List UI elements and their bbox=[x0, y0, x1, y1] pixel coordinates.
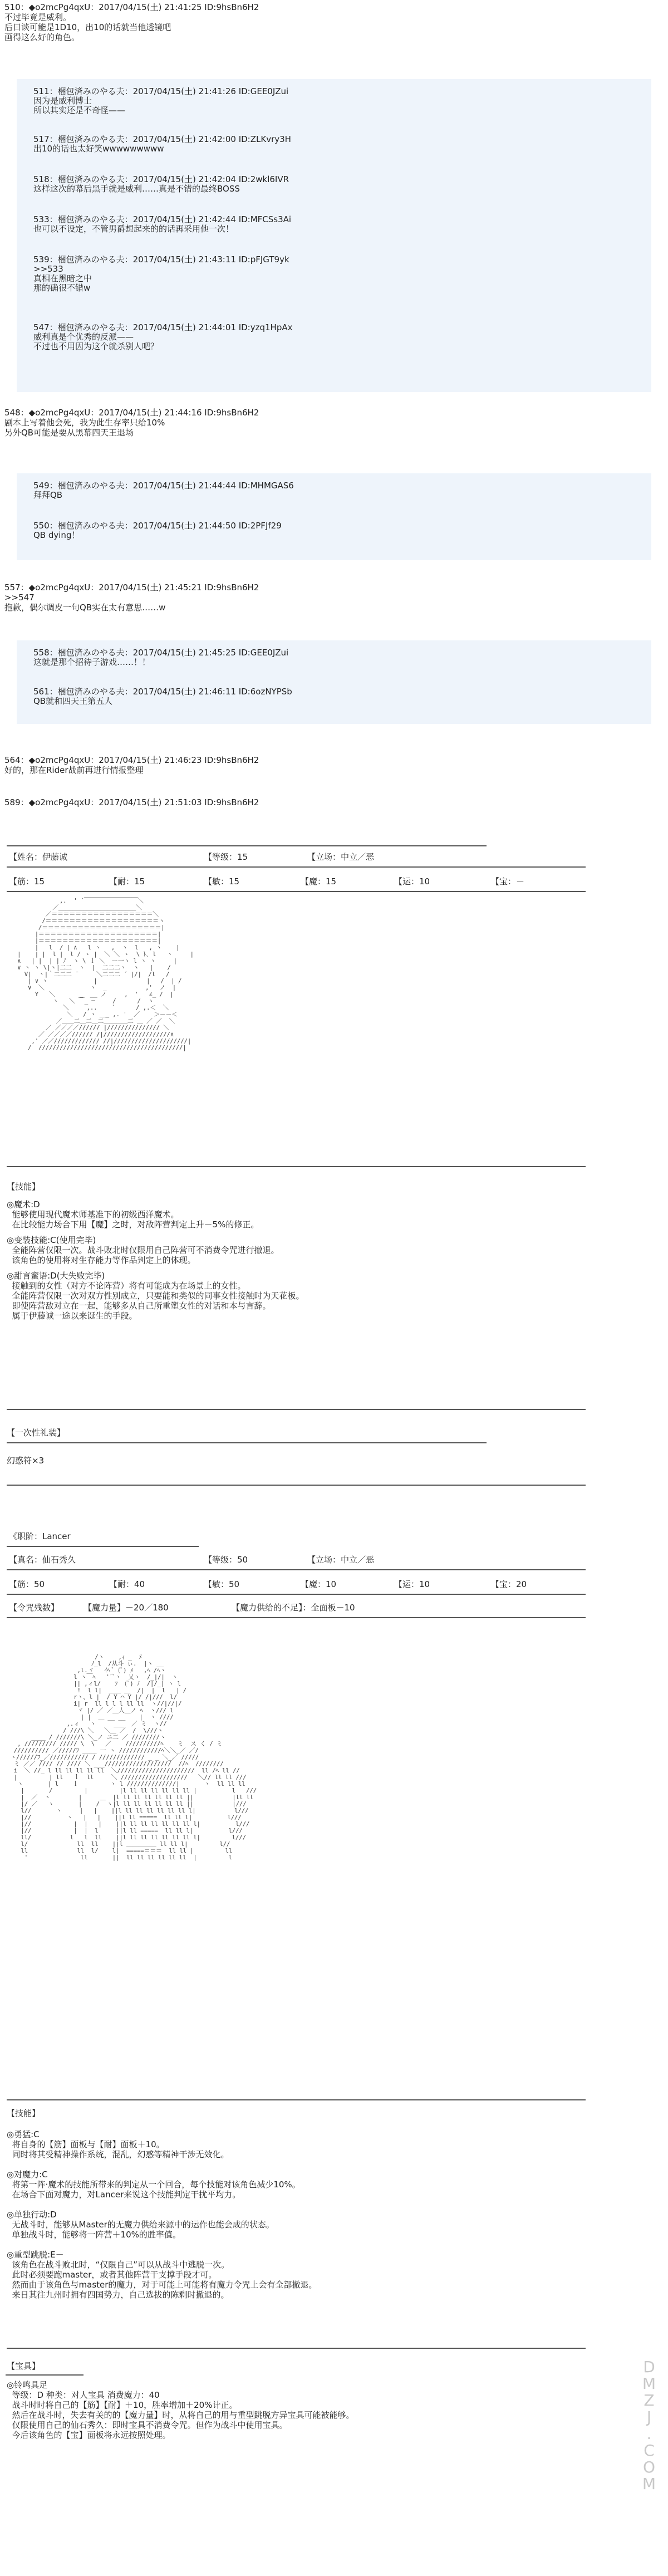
reply-line: 也可以不设定，不管男爵想起来的的话再采用他一次！ bbox=[33, 224, 234, 234]
ascii-art-line: ／＿＿二＿二＿二＿＿＿＿二 ＿ ／ ／ ＼ bbox=[7, 1017, 175, 1025]
skill-line: 属于伊藤诚一途以来诞生的手段。 bbox=[7, 1311, 137, 1321]
reply-line: 拜拜QB bbox=[33, 490, 63, 500]
stat-mag: 【魔：10 bbox=[301, 1579, 337, 1589]
reply-header: 518：梱包済みのやる夫：2017/04/15(土) 21:42:04 ID:2wkl6IVR bbox=[33, 174, 289, 184]
treasure-title: 【宝具】 bbox=[7, 2361, 41, 2371]
reply-line: 不过也不用因为这个就杀别人吧？ bbox=[33, 341, 159, 351]
skills-section-2 bbox=[7, 2108, 619, 2300]
divider bbox=[7, 1546, 199, 1547]
reply-line: QB dying！ bbox=[33, 530, 80, 540]
skill-name: ◎单独行动:D bbox=[7, 2210, 57, 2220]
skill-entry bbox=[7, 2210, 619, 2240]
reply-header: 511：梱包済みのやる夫：2017/04/15(土) 21:41:26 ID:GEE0JZui bbox=[33, 86, 289, 96]
divider bbox=[6, 2374, 84, 2376]
ascii-art-character-1 bbox=[7, 898, 194, 1051]
stat-np: 【宝：－ bbox=[491, 876, 525, 887]
ascii-art-line: ! l l| ＿＿ ＿ /| | l | / bbox=[7, 1687, 186, 1694]
ascii-art-line: / /////////////////////////////////////////| bbox=[7, 1044, 186, 1051]
post-header: 557：◆o2mcPg4qxU：2017/04/15(土) 21:45:21 ID:9hsBn6H2 bbox=[4, 582, 259, 592]
divider bbox=[7, 1166, 586, 1167]
post-589 bbox=[4, 797, 645, 807]
watermark-char: D bbox=[643, 2358, 655, 2376]
ascii-art-line: ,l.ヾ ｲﾍ ﾞ (ﾟ) ﾒ ,ﾍ /ﾍヽ bbox=[7, 1667, 166, 1674]
post-line: 后日谈可能是1D10，出10的话就当他透镜吧 bbox=[4, 22, 171, 32]
watermark-char: C bbox=[644, 2441, 655, 2460]
ascii-art-line: ヾ |/ ／ ／＿人＿ノ ﾍ ヽ/// l bbox=[7, 1707, 174, 1714]
quote-block-1 bbox=[17, 79, 651, 392]
ascii-art-line: , ///////// ///// \ \ ／ //////////ﾍ ミ ス く / ミ bbox=[7, 1740, 223, 1747]
divider bbox=[7, 2099, 586, 2100]
skills-title: 【技能】 bbox=[7, 2108, 41, 2118]
stat-luck: 【运：10 bbox=[394, 1579, 430, 1589]
sheet-stance: 【立场：中立／恶 bbox=[307, 1555, 375, 1565]
ascii-art-line: /＝＝＝＝＝＝＝＝＝＝＝＝＝＝＝＝＝＝＝ヽ bbox=[7, 917, 165, 924]
post-line: 不过毕竟是威利。 bbox=[4, 12, 72, 22]
stat-str: 【筋：15 bbox=[9, 876, 45, 887]
skill-line: 该角色在战斗败北时，“仅限自己”可以从战斗中逃脱一次。 bbox=[7, 2260, 230, 2270]
skill-line: 在场合下面对魔力，对Lancer来说这个技能判定干扰平均力。 bbox=[7, 2190, 241, 2200]
ascii-art-line: ／ ／／／／////// /|///////////////////∧ bbox=[7, 1031, 174, 1038]
treasure-line: 然后在战斗时，失去有关的的【魔力量】时，从将自己的用与重型跳脱方异宝具可能被能够。 bbox=[7, 2410, 355, 2420]
post-line: 好的，那在Rider战前再进行情报整理 bbox=[4, 765, 144, 775]
ascii-art-line: l ヽ￣ﾍ '´ﾞヽ 乂ヽ /_|/| ヽ bbox=[7, 1673, 178, 1681]
divider bbox=[7, 866, 586, 868]
sheet-name: 【姓名：伊藤诚 bbox=[9, 852, 68, 862]
ascii-art-line: ∨ ヽ ヽ \|ヽ|二二 ヽ | 二二二ヽ ヽ | / bbox=[7, 964, 171, 971]
watermark-char: M bbox=[642, 2374, 656, 2393]
divider bbox=[7, 1442, 487, 1443]
skills-title: 【技能】 bbox=[7, 1182, 41, 1192]
watermark-char: O bbox=[642, 2458, 656, 2476]
skill-entry bbox=[7, 1271, 619, 1321]
mana-amount: 【魔力量】－20／180 bbox=[84, 1603, 169, 1613]
divider bbox=[7, 891, 586, 892]
skill-line: 无战斗时，能够从Master的无魔力供给来源中的运作也能会成的状态。 bbox=[7, 2220, 274, 2230]
post-line: >>547 bbox=[4, 592, 35, 603]
ascii-art-line: ／ ／／／／////// |/////////////// ＼ bbox=[7, 1024, 169, 1031]
stat-end: 【耐：15 bbox=[109, 876, 145, 887]
divider bbox=[7, 1569, 586, 1570]
skill-line: 单独战斗时，能够将一阵营＋10%的胜率值。 bbox=[7, 2230, 181, 2240]
ascii-art-line: ＼ ,.. ´ / ,.＜ ＼ bbox=[7, 1004, 169, 1011]
treasure-line: 等级：D 种类：对人宝具 消费魔力：40 bbox=[7, 2390, 160, 2400]
command-spell-count: 【令咒残数】 bbox=[9, 1603, 60, 1613]
ascii-art-line: ll/ l l ll ||l ll ll ll ll ll ll l| l/// bbox=[7, 1834, 246, 1841]
stat-agi: 【敏：15 bbox=[204, 876, 240, 887]
reply bbox=[33, 648, 288, 667]
divider bbox=[7, 1485, 586, 1486]
mana-shortage: 【魔力供给的不足】：全面板－10 bbox=[232, 1603, 355, 1613]
ascii-art-line: /ヽ ,ｨ _ ﾒ bbox=[7, 1653, 142, 1661]
ascii-art-line: ﾉ_l /从斗 ぃ. |ヽ __ bbox=[7, 1660, 164, 1667]
ascii-art-line: ／＝＝＝＝＝＝＝＝＝＝＝＝＝＝＝＝＝＼ bbox=[7, 910, 159, 918]
post-510 bbox=[4, 2, 645, 42]
divider bbox=[7, 2348, 586, 2349]
stat-mag: 【魔：15 bbox=[301, 876, 337, 887]
post-line: 画得这么好的角色。 bbox=[4, 32, 80, 42]
ascii-art-line: ／______________________＼ bbox=[7, 904, 142, 911]
reply-header: 558：梱包済みのやる夫：2017/04/15(土) 21:45:25 ID:GEE0JZui bbox=[33, 648, 289, 658]
reply-line: 那的确很不错w bbox=[33, 283, 91, 293]
skills-section-1 bbox=[7, 1182, 619, 1321]
reply-line: 真相在黑暗之中 bbox=[33, 273, 92, 283]
reply bbox=[33, 135, 291, 154]
stat-np: 【宝：20 bbox=[491, 1579, 527, 1589]
skill-line: 同时将其受精神操作系统，混乱，幻惑等精神干涉无效化。 bbox=[7, 2149, 229, 2159]
watermark-char: . bbox=[646, 2425, 652, 2443]
watermark-char: M bbox=[642, 2475, 656, 2493]
reply-header: 517：梱包済みのやる夫：2017/04/15(土) 21:42:00 ID:ZLKvry3H bbox=[33, 134, 291, 144]
reply bbox=[33, 687, 292, 706]
reply bbox=[33, 87, 288, 115]
ascii-art-line: ,. ' ´￣￣￣￣￣￣￣￣￣＼ bbox=[7, 897, 144, 904]
sheet-name: 【真名：仙石秀久 bbox=[9, 1555, 76, 1565]
post-line: 抱歉，偶尔调皮一句QB实在太有意思……w bbox=[4, 603, 166, 613]
skill-entry bbox=[7, 1199, 619, 1230]
skill-entry bbox=[7, 2129, 619, 2159]
ascii-art-line: ＼ / ヽ ＿_ ,. ' ／ ＞－－＜ bbox=[7, 1011, 178, 1018]
skill-name: ◎变装技能:C(使用完毕) bbox=[7, 1235, 96, 1245]
ascii-art-line: |// | | l ||l ll ===== ll ll l| l/// bbox=[7, 1827, 243, 1834]
skill-line: 能够使用现代魔术师基准下的初级西洋魔术。 bbox=[7, 1209, 179, 1220]
ascii-art-line: | | ＿ __ __ | ヽ //// bbox=[7, 1713, 174, 1721]
skill-line: 在比较能力场合下用【魔】之时，对敌阵营判定上升－5%的修正。 bbox=[7, 1220, 259, 1230]
post-header: 564：◆o2mcPg4qxU：2017/04/15(土) 21:46:23 ID:9hsBn6H2 bbox=[4, 755, 259, 765]
divider bbox=[7, 1594, 586, 1595]
reply bbox=[33, 521, 282, 540]
skill-entry bbox=[7, 1235, 619, 1265]
divider bbox=[7, 1617, 586, 1618]
ascii-art-line: || ,ィl/ ﾌ (ﾟ) ﾉ /|/_| ヽ l bbox=[7, 1680, 181, 1687]
ascii-art-line: /＝＝＝＝＝＝＝＝＝＝＝＝＝＝＝＝＝＝＝＝| bbox=[7, 924, 165, 931]
ascii-art-line: |＝＝＝＝＝＝＝＝＝＝＝＝＝＝＝＝＝＝＝＝| bbox=[7, 931, 161, 938]
reply-header: 561：梱包済みのやる夫：2017/04/15(土) 21:46:11 ID:6ozNYPSb bbox=[33, 687, 292, 697]
post-line: 剧本上写着他会死，我为此生存率只给10% bbox=[4, 418, 165, 428]
sheet-stance: 【立场：中立／恶 bbox=[307, 852, 375, 862]
ascii-art-character-2 bbox=[7, 1654, 257, 1861]
ascii-art-line: ////////// ／/////ﾌ ____ 一 ヽ ////////////ﾍ＼＼_／ ／/ bbox=[7, 1747, 199, 1754]
post-557 bbox=[4, 582, 645, 613]
post-header: 548：◆o2mcPg4qxU：2017/04/15(土) 21:44:16 ID:9hsBn6H2 bbox=[4, 408, 259, 418]
watermark-char: Z bbox=[644, 2391, 655, 2410]
ascii-art-line: / ///\ ＼ ＼＿ ／ / \///ヽ bbox=[7, 1727, 164, 1734]
noble-phantasm-section bbox=[7, 2361, 619, 2440]
ascii-art-line: | ∨ ヽ | | / | / bbox=[7, 977, 182, 985]
skill-line: 此时必须要跑master，或者其他阵营干支撑手段才可。 bbox=[7, 2270, 217, 2280]
ascii-art-line: Y ＼ _ __ ノ , ' ∠_ / | bbox=[7, 991, 174, 998]
ascii-art-line: | | ll ｌ ll ＼ /////////////////// ＼// ll ll /// bbox=[7, 1774, 247, 1781]
ascii-art-line: | | | l | l / ヽ | ＼ ＼ ヽ \ ﾄ､ l ヽ | bbox=[7, 951, 194, 958]
divider bbox=[7, 845, 487, 846]
site-watermark bbox=[638, 2359, 660, 2492]
reply-line: 因为是威利博士 bbox=[33, 96, 92, 106]
ascii-art-line: ∧ | | | | ﾉ ヽ \ ｌ ＼ ー一ヽ l ヽ ヽ | bbox=[7, 957, 177, 964]
ascii-art-line: ,' ／／///////////// //|/////////////////////| bbox=[7, 1037, 191, 1045]
reply-header: 539：梱包済みのやる夫：2017/04/15(土) 21:43:11 ID:pFJGT9yk bbox=[33, 254, 289, 265]
ascii-art-line: ヽ//////ﾌ_／/////////// / ///////////// _ _ ＼_／ ///// bbox=[7, 1754, 199, 1761]
sheet-class: 《职阶：Lancer bbox=[9, 1531, 71, 1541]
treasure-line: 仅限使用自己的仙石秀久：即时宝具不消费令咒。但作为战斗中使用宝具。 bbox=[7, 2420, 288, 2430]
quote-block-2 bbox=[17, 473, 651, 560]
skill-line: 该角色的使用将对生存能力等作品判定上的体现。 bbox=[7, 1255, 196, 1265]
ascii-art-line: V| ヽ|｀二二二 ̄ ＼二二二 ´ |/| /l / bbox=[7, 971, 170, 978]
treasure-line: 战斗时时将自己的【筋】【耐】＋10，胜率增加＋20%计正。 bbox=[7, 2400, 238, 2410]
reply bbox=[33, 323, 292, 351]
post-line: 另外QB可能是要从黑幕四天王退场 bbox=[4, 428, 134, 438]
reply bbox=[33, 255, 289, 293]
reply-line: >>533 bbox=[33, 264, 63, 274]
oneshot-item: 幻惑符×3 bbox=[7, 1456, 45, 1466]
reply-header: 547：梱包済みのやる夫：2017/04/15(土) 21:44:01 ID:yzq1HpAx bbox=[33, 322, 293, 332]
reply bbox=[33, 481, 294, 500]
reply-header: 550：梱包済みのやる夫：2017/04/15(土) 21:44:50 ID:2PFJf29 bbox=[33, 521, 282, 531]
ascii-art-line: ll ll l/ l| =====＝＝＝ ll ll | ll bbox=[7, 1847, 233, 1854]
post-header: 510：◆o2mcPg4qxU：2017/04/15(土) 21:41:25 ID:9hsBn6H2 bbox=[4, 2, 259, 12]
ascii-art-line: ヽ ＼ ￣_ ─ / / ヽ bbox=[7, 997, 154, 1005]
reply-header: 533：梱包済みのやる夫：2017/04/15(土) 21:42:44 ID:MFCSs3Ai bbox=[33, 214, 292, 224]
ascii-art-line: i ＼ //_ l ll ll ll ll ll ＼////////////////////// ll /ﾍ ll // bbox=[7, 1767, 240, 1774]
ascii-art-line: ミ ／／ //// // //// ＼ ___/////////////////// //ﾍ //////// bbox=[7, 1760, 224, 1767]
skill-line: 将第一阵·魔术的技能所带来的判定从一个回合，每个技能对该角色减少10%。 bbox=[7, 2180, 301, 2190]
reply bbox=[33, 175, 289, 194]
ascii-art-line: |/ ／ ヽ | / ヽ|l ll ll ll ll ll ll || |/// bbox=[7, 1800, 247, 1808]
post-header: 589：◆o2mcPg4qxU：2017/04/15(土) 21:51:03 ID:9hsBn6H2 bbox=[4, 797, 259, 807]
treasure-line: 今后该角色的【宝】面板将永远按照处理。 bbox=[7, 2430, 171, 2440]
ascii-art-line: rヽ、l | / Y ⌒ Y |/ /|/// l/ bbox=[7, 1693, 177, 1701]
skill-line: 接触到的女性（对方不论阵营）将有可能成为在场景上的女性。 bbox=[7, 1281, 246, 1291]
skill-line: 即使阵营敌对立在一起，能够多从自己所重塑女性的对话和本与言辞。 bbox=[7, 1301, 271, 1311]
watermark-char: J bbox=[646, 2408, 652, 2426]
treasure-name: ◎铃鸣具足 bbox=[7, 2380, 48, 2390]
post-548 bbox=[4, 408, 645, 438]
skill-name: ◎对魔力:C bbox=[7, 2169, 48, 2180]
divider bbox=[7, 1409, 586, 1410]
skill-name: ◎勇猛:C bbox=[7, 2129, 40, 2139]
skill-line: 来日其往九州时拥有四国势力，自己选拔的陈剩时撤退的。 bbox=[7, 2290, 229, 2300]
reply bbox=[33, 215, 291, 234]
reply-line: 出10的话也太好笑wwwwwwwww bbox=[33, 144, 164, 154]
ascii-art-line: | ／ ヽ | ＿ |l ll ll ll ll ll ll || |ll ll bbox=[7, 1794, 254, 1801]
stat-end: 【耐：40 bbox=[109, 1579, 145, 1589]
reply-line: 所以其实还是不奇怪—— bbox=[33, 105, 126, 115]
skill-line: 全能阵营仅限一次对双方性别成立，只要能和类似的同事女性接触时为天花板。 bbox=[7, 1291, 304, 1301]
stat-luck: 【运：10 bbox=[394, 876, 430, 887]
quote-block-3 bbox=[17, 640, 651, 724]
ascii-art-line: ' ll || ll ll ll ll ll ll | l bbox=[7, 1854, 232, 1861]
skill-line: 全能阵营仅限一次。战斗败北时仅限用自己阵营可不消费令咒进行撤退。 bbox=[7, 1245, 279, 1255]
stat-str: 【筋：50 bbox=[9, 1579, 45, 1589]
ascii-art-line: ,.ィ ヽ ___ ／ ミ ヽ// bbox=[7, 1720, 167, 1727]
ascii-art-line: |// | | | ||l ll ll ll ll ll ll l| l/// bbox=[7, 1820, 250, 1828]
oneshot-title: 【一次性礼装】 bbox=[7, 1428, 66, 1438]
reply-line: 威利真是个优秀的反派—— bbox=[33, 332, 134, 342]
reply-line: QB就和四天王第五人 bbox=[33, 696, 113, 706]
skill-line: 然而由于该角色与master的魔力，对于可能上可能将有魔力令咒上会有全部撤退。 bbox=[7, 2280, 317, 2290]
skill-name: ◎甜言蜜语:D(大失败完毕) bbox=[7, 1271, 105, 1281]
ascii-art-line: ∨ ＼ ヽ _ ,' ノ | bbox=[7, 984, 176, 991]
skill-entry bbox=[7, 2250, 619, 2300]
ascii-art-line: ____ / ///////\ ＼_ノ ニ二 ／ ////////ヽ bbox=[7, 1733, 166, 1741]
ascii-art-line: i| r ll l l l ll ll ヽ//|//|/ bbox=[7, 1700, 182, 1707]
ascii-art-line: l/ ll ll ||l ＿＿＿＿＿ ll ll l| l// bbox=[7, 1840, 230, 1848]
ascii-art-line: ヽ | l ｌ ヽ l //////////////| ヽ ll ll ll bbox=[7, 1780, 245, 1787]
ascii-art-line: |＝＝＝＝＝＝＝＝＝＝＝＝＝＝＝＝＝＝＝＝| bbox=[7, 937, 161, 944]
ascii-art-line: l// ヽ | | ||l ll ll ll ll ll ll l| l/// bbox=[7, 1807, 249, 1814]
sheet-level: 【等级：50 bbox=[204, 1555, 248, 1565]
skill-name: ◎重型跳脱:E－ bbox=[7, 2250, 64, 2260]
skill-name: ◎魔术:D bbox=[7, 1199, 40, 1209]
sheet-level: 【等级：15 bbox=[204, 852, 248, 862]
post-564 bbox=[4, 755, 645, 775]
reply-line: 这样这次的幕后黑手就是威利……真是不错的最终BOSS bbox=[33, 184, 240, 194]
ascii-art-line: | / | |l ll ll ll ll ll ll | l /// bbox=[7, 1787, 257, 1794]
reply-line: 这就是那个招待子游戏……！！ bbox=[33, 657, 151, 667]
skill-entry bbox=[7, 2169, 619, 2200]
skill-line: 将自身的【筋】面板与【耐】面板＋10。 bbox=[7, 2139, 165, 2149]
ascii-art-line: |// ヽ | | ||l ll ===== ll ll l| l/// bbox=[7, 1814, 242, 1821]
stat-agi: 【敏：50 bbox=[204, 1579, 240, 1589]
reply-header: 549：梱包済みのやる夫：2017/04/15(土) 21:44:44 ID:MHMGAS6 bbox=[33, 481, 294, 491]
ascii-art-line: | l / | ∧ l ヽ , ヽ l , ヽ | bbox=[7, 944, 180, 951]
